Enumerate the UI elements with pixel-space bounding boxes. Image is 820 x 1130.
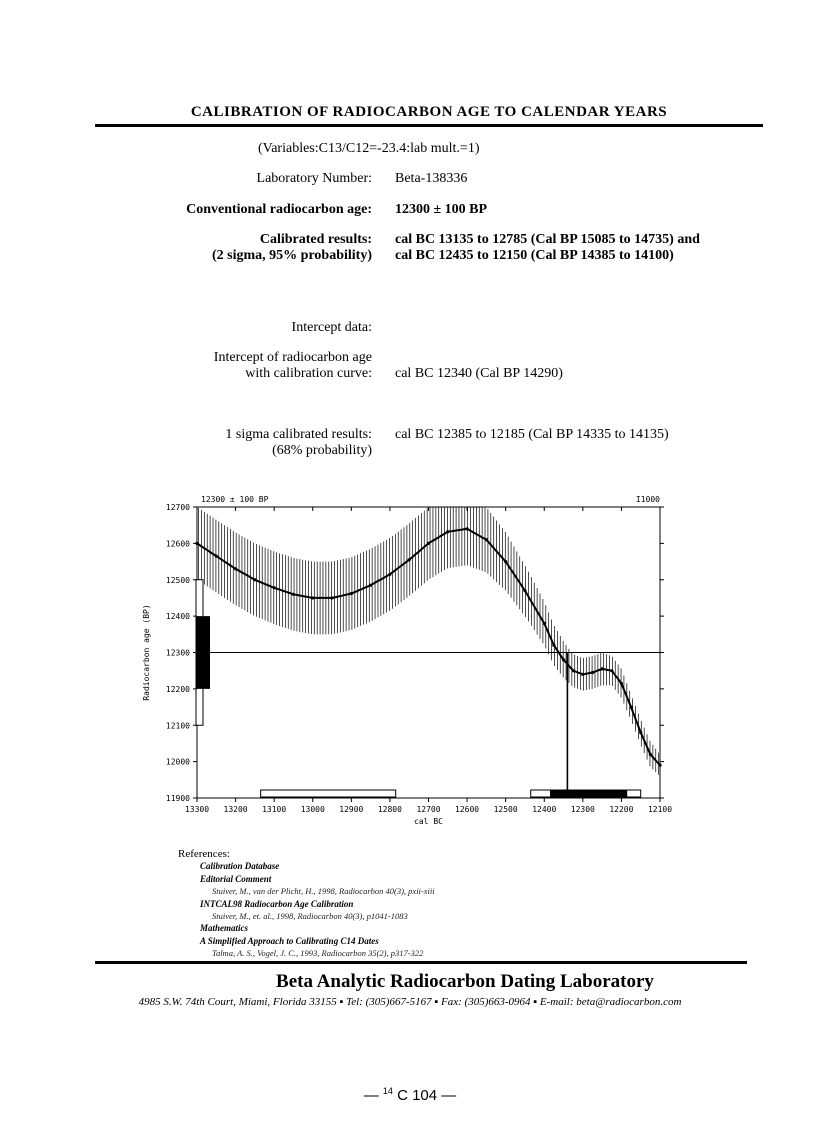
x-axis-label: cal BC <box>414 817 443 826</box>
reference-heading: Editorial Comment <box>200 873 272 884</box>
y-tick-label: 11900 <box>165 794 190 803</box>
x-tick-label: 13300 <box>184 805 210 814</box>
lab-number-label: Laboratory Number: <box>256 171 372 186</box>
y-tick-label: 12500 <box>165 575 190 585</box>
curve-point <box>639 731 642 734</box>
chart-title: 12300 ± 100 BP <box>201 495 269 504</box>
variables-line: (Variables:C13/C12=-23.4:lab mult.=1) <box>258 141 480 156</box>
curve-point <box>523 589 526 592</box>
conv-age-value: 12300 ± 100 BP <box>395 202 488 217</box>
curve-point <box>552 644 555 647</box>
calibrated-value-2: cal BC 12435 to 12150 (Cal BP 14385 to 14100) <box>395 248 674 263</box>
curve-point <box>408 558 411 561</box>
one-sigma-value: cal BC 12385 to 12185 (Cal BP 14335 to 14135) <box>395 427 669 442</box>
curve-point <box>591 671 594 674</box>
y-tick-label: 12600 <box>165 539 190 549</box>
page-number-main: C 104 <box>397 1087 438 1104</box>
x-tick-label: 12900 <box>339 805 364 814</box>
conv-age-label: Conventional radiocarbon age: <box>186 202 372 217</box>
curve-point <box>610 669 613 672</box>
curve-point <box>562 658 565 661</box>
prob-2sigma-bar <box>261 790 396 797</box>
chart-corner-label: I1000 <box>635 495 660 504</box>
curve-point <box>427 542 430 545</box>
curve-point <box>504 560 507 563</box>
curve-point <box>572 669 575 672</box>
reference-heading: Mathematics <box>200 923 249 934</box>
lab-address: 4985 S.W. 74th Court, Miami, Florida 33155 ▪ Tel: (305)667-5167 ▪ Fax: (305)663-0964 ▪ E-mail: beta@radiocarbon.com <box>138 996 682 1008</box>
x-tick-label: 12700 <box>416 805 441 814</box>
curve-point <box>485 538 488 541</box>
intercept-label-2: with calibration curve: <box>245 366 372 381</box>
curve-point <box>350 592 353 595</box>
calibration-envelope <box>199 493 659 775</box>
curve-point <box>601 667 604 670</box>
y-tick-label: 12300 <box>165 648 190 658</box>
calibrated-label-1: Calibrated results: <box>259 232 372 247</box>
curve-point <box>649 753 652 756</box>
intercept-label-1: Intercept of radiocarbon age <box>213 350 372 365</box>
y-tick-label: 12200 <box>165 684 190 694</box>
sample-1sigma-bar <box>196 616 210 689</box>
x-tick-label: 12600 <box>455 805 480 814</box>
y-tick-label: 12000 <box>165 757 190 767</box>
y-axis-label: Radiocarbon age (BP) <box>142 604 151 701</box>
curve-point <box>446 530 449 533</box>
one-sigma-label-2: (68% probability) <box>272 443 372 458</box>
footer-rule <box>95 961 747 964</box>
reference-citation: Stuiver, M., van der Plicht, H., 1998, Radiocarbon 40(3), pxii-xiii <box>212 886 435 897</box>
y-tick-label: 12100 <box>165 721 190 731</box>
title-rule <box>95 124 763 127</box>
curve-point <box>620 682 623 685</box>
calibration-curve-line <box>197 529 660 766</box>
x-tick-label: 12800 <box>377 805 402 814</box>
curve-point <box>330 596 333 599</box>
reference-citation: Stuiver, M., et. al., 1998, Radiocarbon 40(3), p1041-1083 <box>212 911 408 922</box>
reference-heading: A Simplified Approach to Calibrating C14 Dates <box>200 935 379 946</box>
curve-point <box>311 596 314 599</box>
curve-point <box>273 586 276 589</box>
calibrated-label-2: (2 sigma, 95% probability) <box>212 248 372 263</box>
curve-point <box>253 578 256 581</box>
curve-point <box>234 567 237 570</box>
x-tick-label: 12300 <box>570 805 595 814</box>
x-tick-label: 13000 <box>300 805 325 814</box>
x-tick-label: 12500 <box>493 805 518 814</box>
references-heading: References: <box>178 848 230 860</box>
intercept-value: cal BC 12340 (Cal BP 14290) <box>395 366 563 381</box>
x-tick-label: 12400 <box>532 805 557 814</box>
calibration-chart <box>0 480 820 835</box>
curve-point <box>292 593 295 596</box>
page-number-sup: 14 <box>382 1086 393 1096</box>
intercept-data-label: Intercept data: <box>291 320 372 335</box>
curve-point <box>543 622 546 625</box>
x-tick-label: 13100 <box>262 805 287 814</box>
curve-point <box>629 705 632 708</box>
reference-citation: Talma, A. S., Vogel, J. C., 1993, Radiocarbon 35(2), p317-322 <box>212 948 424 959</box>
curve-point <box>215 555 218 558</box>
x-tick-label: 12100 <box>647 805 673 814</box>
curve-point <box>465 527 468 530</box>
references <box>178 848 435 960</box>
calibrated-value-1: cal BC 13135 to 12785 (Cal BP 15085 to 14735) and <box>395 232 700 247</box>
x-tick-label: 12200 <box>609 805 634 814</box>
one-sigma-label-1: 1 sigma calibrated results: <box>225 427 372 442</box>
page-number: — $^{14}$ C 104 — <box>363 1086 457 1104</box>
curve-point <box>369 584 372 587</box>
x-tick-label: 13200 <box>223 805 248 814</box>
reference-heading: INTCAL98 Radiocarbon Age Calibration <box>200 898 354 909</box>
lab-number-value: Beta-138336 <box>395 171 468 186</box>
curve-point <box>388 573 391 576</box>
y-tick-label: 12400 <box>165 612 190 622</box>
page-title: CALIBRATION OF RADIOCARBON AGE TO CALENDAR YEARS <box>190 104 668 120</box>
reference-heading: Calibration Database <box>200 861 280 872</box>
prob-1sigma-bar <box>550 790 627 797</box>
y-tick-label: 12700 <box>165 503 190 512</box>
curve-point <box>581 673 584 676</box>
lab-name: Beta Analytic Radiocarbon Dating Laboratory <box>276 971 654 992</box>
